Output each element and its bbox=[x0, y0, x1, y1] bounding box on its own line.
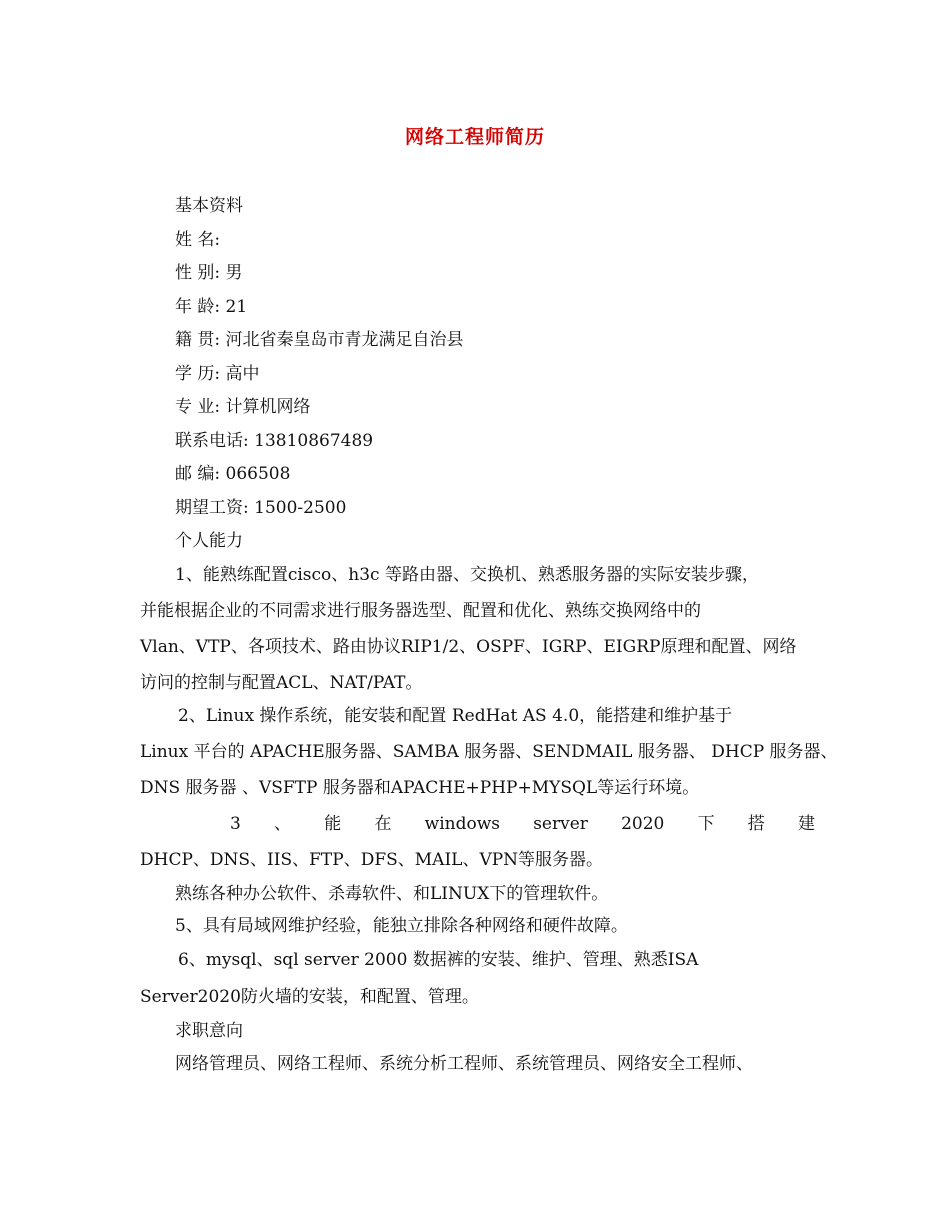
ability-p4-line: 熟练各种办公软件、杀毒软件、和LINUX下的管理软件。 bbox=[175, 884, 609, 904]
field-education: 学 历: 高中 bbox=[175, 364, 260, 384]
ability-p2-line: DNS 服务器 、VSFTP 服务器和APACHE+PHP+MYSQL等运行环境。 bbox=[140, 778, 700, 798]
section-heading-basic: 基本资料 bbox=[175, 196, 243, 216]
field-postcode: 邮 编: 066508 bbox=[175, 464, 291, 484]
ability-p6-line: Server2020防火墙的安装，和配置、管理。 bbox=[140, 987, 479, 1007]
ability-p3-token: 在 bbox=[374, 814, 392, 834]
field-gender: 性 别: 男 bbox=[175, 263, 243, 283]
field-name: 姓 名: bbox=[175, 230, 221, 250]
ability-p3-line-justified bbox=[140, 812, 815, 836]
ability-p3-token: server bbox=[533, 814, 588, 834]
ability-p3-token: 2020 bbox=[621, 814, 665, 834]
ability-p3-line: DHCP、DNS、IIS、FTP、DFS、MAIL、VPN等服务器。 bbox=[140, 850, 604, 870]
ability-p3-token: windows bbox=[424, 814, 500, 834]
section-heading-ability: 个人能力 bbox=[175, 531, 243, 551]
intent-text: 网络管理员、网络工程师、系统分析工程师、系统管理员、网络安全工程师、 bbox=[175, 1054, 753, 1074]
ability-p3-token: 下 bbox=[697, 814, 715, 834]
ability-p1-line: 访问的控制与配置ACL、NAT/PAT。 bbox=[140, 673, 423, 693]
field-origin: 籍 贯: 河北省秦皇岛市青龙满足自治县 bbox=[175, 330, 464, 350]
field-major: 专 业: 计算机网络 bbox=[175, 397, 311, 417]
ability-p2-line: 2、Linux 操作系统，能安装和配置 RedHat AS 4.0，能搭建和维护基于 bbox=[178, 706, 733, 726]
field-salary: 期望工资: 1500-2500 bbox=[175, 498, 347, 518]
ability-p6-line: 6、mysql、sql server 2000 数据裤的安装、维护、管理、熟悉ISA bbox=[178, 950, 699, 970]
ability-p3-token: 能 bbox=[324, 814, 342, 834]
ability-p3-token: 搭 bbox=[747, 814, 765, 834]
field-phone: 联系电话: 13810867489 bbox=[175, 431, 374, 451]
section-heading-intent: 求职意向 bbox=[175, 1021, 243, 1041]
ability-p3-token: 3 bbox=[230, 814, 241, 834]
ability-p3-token: 、 bbox=[274, 814, 292, 834]
field-age: 年 龄: 21 bbox=[175, 297, 248, 317]
ability-p1-line: 并能根据企业的不同需求进行服务器选型、配置和优化、熟练交换网络中的 bbox=[140, 601, 701, 621]
ability-p1-line: 1、能熟练配置cisco、h3c 等路由器、交换机、熟悉服务器的实际安装步骤， bbox=[175, 565, 759, 585]
ability-p2-line: Linux 平台的 APACHE服务器、SAMBA 服务器、SENDMAIL 服务器、 DHCP 服务器、 bbox=[140, 742, 838, 762]
ability-p1-line: Vlan、VTP、各项技术、路由协议RIP1/2、OSPF、IGRP、EIGRP原理和配置、网络 bbox=[140, 637, 797, 657]
document-title: 网络工程师简历 bbox=[404, 126, 545, 148]
ability-p3-token: 建 bbox=[797, 814, 815, 834]
ability-p5-line: 5、具有局域网维护经验，能独立排除各种网络和硬件故障。 bbox=[175, 916, 628, 936]
